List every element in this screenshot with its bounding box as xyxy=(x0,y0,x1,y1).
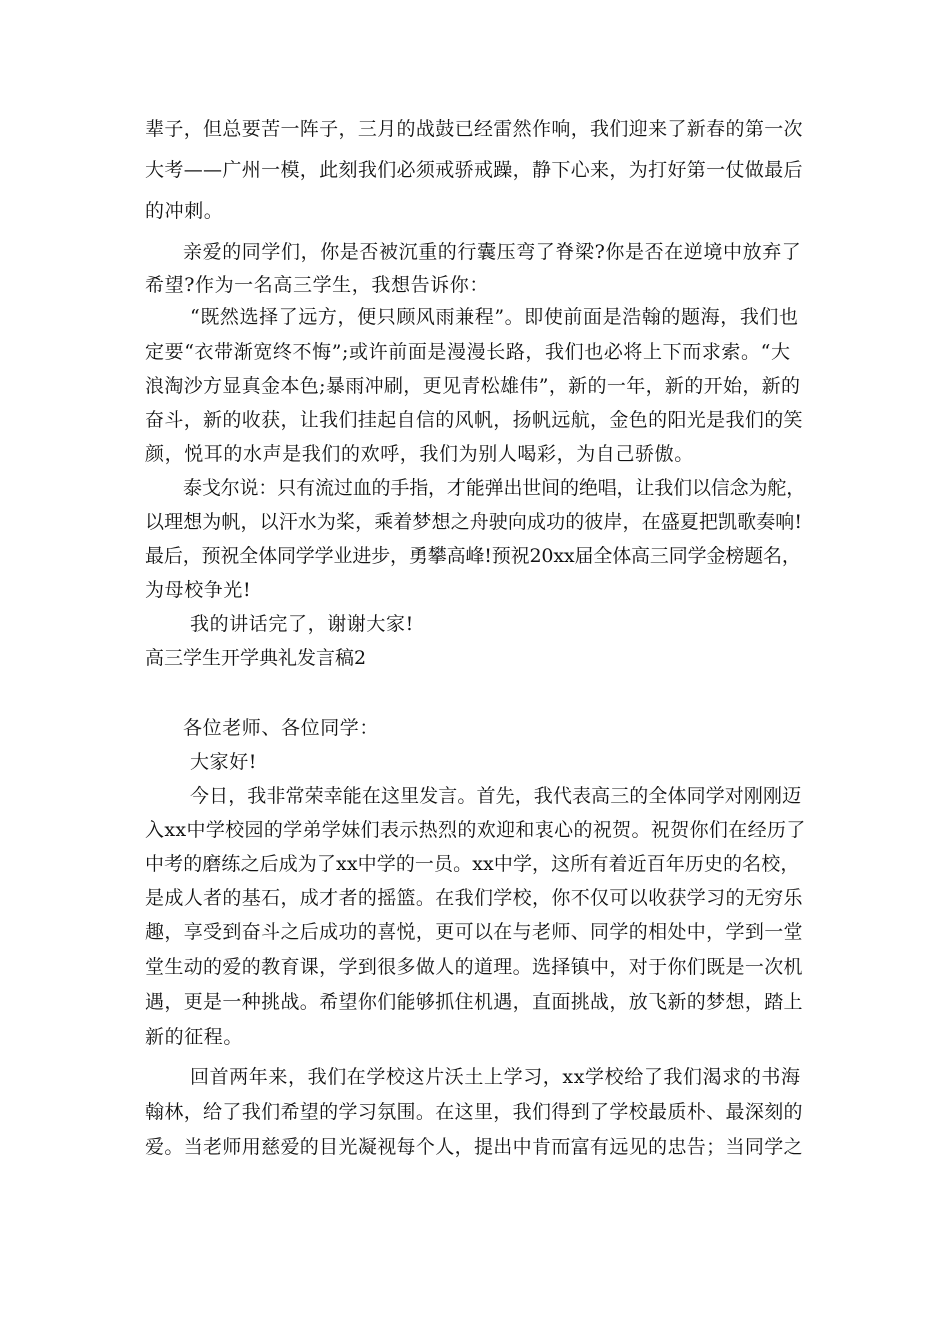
text-line: 的冲刺。 xyxy=(145,200,224,222)
text-line: 为母校争光! xyxy=(145,579,252,601)
text-line: 入xx中学校园的学弟学妹们表示热烈的欢迎和衷心的祝贺。祝贺你们在经历了 xyxy=(145,819,806,841)
text-line: 定要“衣带渐宽终不悔”;或许前面是漫漫长路，我们也必将上下而求索。“大 xyxy=(145,341,791,363)
text-line: 希望?作为一名高三学生，我想告诉你： xyxy=(145,274,489,296)
text-line: 回首两年来，我们在学校这片沃土上学习，xx学校给了我们渴求的书海 xyxy=(190,1066,801,1088)
text-line: 以理想为帆，以汗水为桨，乘着梦想之舟驶向成功的彼岸，在盛夏把凯歌奏响! xyxy=(145,511,803,533)
text-line: “既然选择了远方，便只顾风雨兼程”。即使前面是浩翰的题海，我们也 xyxy=(190,306,799,328)
text-line: 爱。当老师用慈爱的目光凝视每个人，提出中肯而富有远见的忠告；当同学之 xyxy=(145,1136,803,1158)
text-line: 浪淘沙方显真金本色;暴雨冲刷，更见青松雄伟”，新的一年，新的开始，新的 xyxy=(145,375,801,397)
text-line: 我的讲话完了，谢谢大家! xyxy=(190,613,414,635)
text-line: 大考——广州一模，此刻我们必须戒骄戒躁，静下心来，为打好第一仗做最后 xyxy=(145,159,803,181)
text-line: 翰林，给了我们希望的学习氛围。在这里，我们得到了学校最质朴、最深刻的 xyxy=(145,1101,803,1123)
text-line: 各位老师、各位同学： xyxy=(183,717,380,739)
text-line: 是成人者的基石，成才者的摇篮。在我们学校，你不仅可以收获学习的无穷乐 xyxy=(145,887,803,909)
text-line: 中考的磨练之后成为了xx中学的一员。xx中学，这所有着近百年历史的名校， xyxy=(145,853,800,875)
text-line: 亲爱的同学们，你是否被沉重的行囊压弯了脊梁?你是否在逆境中放弃了 xyxy=(183,241,802,263)
section-title: 高三学生开学典礼发言稿2 xyxy=(145,647,367,669)
text-line: 奋斗，新的收获，让我们挂起自信的风帆，扬帆远航，金色的阳光是我们的笑 xyxy=(145,409,803,431)
text-line: 堂生动的爱的教育课，学到很多做人的道理。选择镇中，对于你们既是一次机 xyxy=(145,956,803,978)
text-line: 今日，我非常荣幸能在这里发言。首先，我代表高三的全体同学对刚刚迈 xyxy=(190,785,802,807)
text-line: 遇，更是一种挑战。希望你们能够抓住机遇，直面挑战，放飞新的梦想，踏上 xyxy=(145,991,803,1013)
text-line: 泰戈尔说：只有流过血的手指，才能弹出世间的绝唱，让我们以信念为舵， xyxy=(183,477,806,499)
text-line: 辈子，但总要苦一阵子，三月的战鼓已经雷然作响，我们迎来了新春的第一次 xyxy=(145,118,803,140)
text-line: 大家好! xyxy=(190,751,258,773)
text-line: 颜，悦耳的水声是我们的欢呼，我们为别人喝彩，为自己骄傲。 xyxy=(145,443,694,465)
text-line: 新的征程。 xyxy=(145,1026,244,1048)
text-line: 趣，享受到奋斗之后成功的喜悦，更可以在与老师、同学的相处中，学到一堂 xyxy=(145,921,803,943)
text-line: 最后，预祝全体同学学业进步，勇攀高峰!预祝20xx届全体高三同学金榜题名， xyxy=(145,545,801,567)
